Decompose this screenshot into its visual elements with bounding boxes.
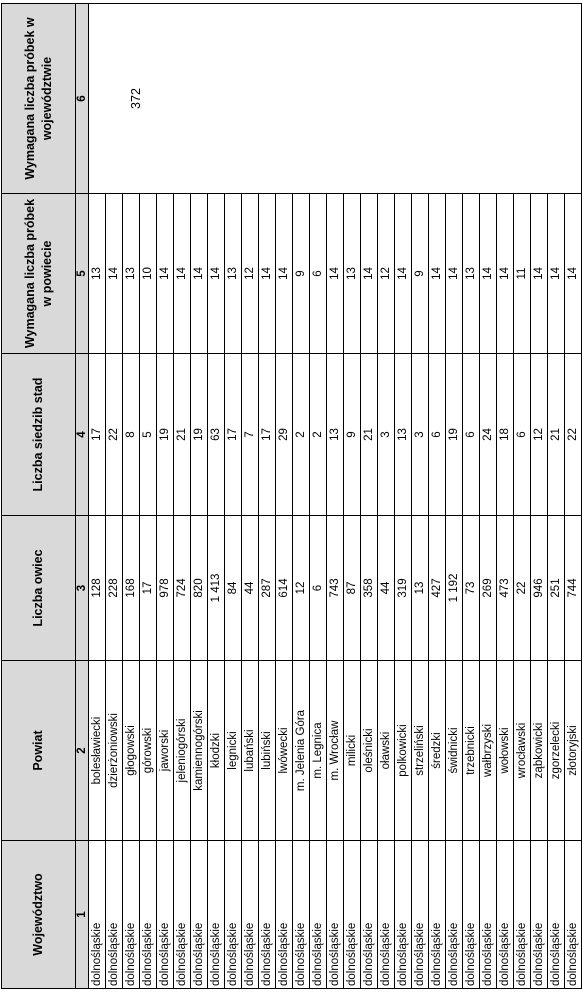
liczba-owiec-cell: 44 [242, 516, 259, 661]
probki-powiat-cell: 13 [463, 194, 480, 354]
powiat-cell: wałbrzyski [480, 661, 497, 841]
liczba-owiec-cell: 73 [463, 516, 480, 661]
wojewodztwo-cell: dolnośląskie [463, 841, 480, 989]
powiat-cell: wołowski [497, 661, 514, 841]
column-number-2: 2 [76, 661, 89, 841]
wojewodztwo-cell: dolnośląskie [106, 841, 123, 989]
liczba-siedzib-cell: 2 [310, 354, 327, 516]
header-liczba-siedzib-stad: Liczba siedzib stad [2, 354, 76, 516]
probki-powiat-cell: 13 [123, 194, 140, 354]
powiat-cell: lubiński [259, 661, 276, 841]
wojewodztwo-cell: dolnośląskie [344, 841, 361, 989]
probki-powiat-cell: 14 [429, 194, 446, 354]
wojewodztwo-cell: dolnośląskie [191, 841, 208, 989]
probki-powiat-cell: 14 [208, 194, 225, 354]
powiat-cell: jaworski [157, 661, 174, 841]
powiat-cell: kłodzki [208, 661, 225, 841]
liczba-owiec-cell: 168 [123, 516, 140, 661]
liczba-siedzib-cell: 13 [327, 354, 344, 516]
powiat-cell: m. Legnica [310, 661, 327, 841]
liczba-siedzib-cell: 24 [480, 354, 497, 516]
liczba-siedzib-cell: 17 [89, 354, 106, 516]
liczba-owiec-cell: 1 413 [208, 516, 225, 661]
liczba-siedzib-cell: 6 [463, 354, 480, 516]
powiat-cell: oławski [378, 661, 395, 841]
liczba-siedzib-cell: 21 [548, 354, 565, 516]
liczba-owiec-cell: 614 [276, 516, 293, 661]
wojewodztwo-cell: dolnośląskie [446, 841, 463, 989]
probki-powiat-cell: 14 [480, 194, 497, 354]
powiat-cell: m. Wrocław [327, 661, 344, 841]
liczba-siedzib-cell: 5 [140, 354, 157, 516]
powiat-cell: strzeliński [412, 661, 429, 841]
liczba-owiec-cell: 17 [140, 516, 157, 661]
liczba-siedzib-cell: 63 [208, 354, 225, 516]
probki-powiat-cell: 14 [395, 194, 412, 354]
liczba-owiec-cell: 946 [531, 516, 548, 661]
liczba-siedzib-cell: 18 [497, 354, 514, 516]
powiat-cell: świdnicki [446, 661, 463, 841]
probki-wojewodztwo-cell: 372 [89, 4, 582, 194]
liczba-owiec-cell: 6 [310, 516, 327, 661]
liczba-siedzib-cell: 13 [395, 354, 412, 516]
liczba-owiec-cell: 251 [548, 516, 565, 661]
powiat-cell: dzierżoniowski [106, 661, 123, 841]
liczba-siedzib-cell: 17 [225, 354, 242, 516]
liczba-owiec-cell: 128 [89, 516, 106, 661]
probki-powiat-cell: 12 [378, 194, 395, 354]
wojewodztwo-cell: dolnośląskie [429, 841, 446, 989]
probki-powiat-cell: 11 [514, 194, 531, 354]
liczba-owiec-cell: 427 [429, 516, 446, 661]
header-wojewodztwo: Województwo [2, 841, 76, 989]
header-probki-wojewodztwo: Wymagana liczba próbek w województwie [2, 4, 76, 194]
liczba-siedzib-cell: 21 [174, 354, 191, 516]
wojewodztwo-cell: dolnośląskie [514, 841, 531, 989]
liczba-owiec-cell: 84 [225, 516, 242, 661]
liczba-siedzib-cell: 29 [276, 354, 293, 516]
probki-powiat-cell: 9 [293, 194, 310, 354]
wojewodztwo-cell: dolnośląskie [548, 841, 565, 989]
table-body [89, 4, 582, 989]
powiat-cell: lwówecki [276, 661, 293, 841]
probki-powiat-cell: 6 [310, 194, 327, 354]
liczba-owiec-cell: 22 [514, 516, 531, 661]
powiat-cell: ząbkowicki [531, 661, 548, 841]
header-row [2, 4, 76, 989]
liczba-owiec-cell: 473 [497, 516, 514, 661]
probki-powiat-cell: 13 [225, 194, 242, 354]
wojewodztwo-cell: dolnośląskie [378, 841, 395, 989]
liczba-siedzib-cell: 8 [123, 354, 140, 516]
powiat-cell: lubański [242, 661, 259, 841]
liczba-siedzib-cell: 17 [259, 354, 276, 516]
table-row [89, 4, 106, 989]
wojewodztwo-cell: dolnośląskie [310, 841, 327, 989]
probki-powiat-cell: 14 [548, 194, 565, 354]
column-number-3: 3 [76, 516, 89, 661]
liczba-siedzib-cell: 3 [378, 354, 395, 516]
column-number-4: 4 [76, 354, 89, 516]
liczba-siedzib-cell: 6 [514, 354, 531, 516]
liczba-siedzib-cell: 3 [412, 354, 429, 516]
probki-powiat-cell: 13 [344, 194, 361, 354]
header-probki-powiat: Wymagana liczba próbek w powiecie [2, 194, 76, 354]
probki-powiat-cell: 14 [446, 194, 463, 354]
wojewodztwo-cell: dolnośląskie [140, 841, 157, 989]
probki-powiat-cell: 12 [242, 194, 259, 354]
wojewodztwo-cell: dolnośląskie [480, 841, 497, 989]
column-number-row [76, 4, 89, 989]
powiat-cell: oleśnicki [361, 661, 378, 841]
wojewodztwo-cell: dolnośląskie [89, 841, 106, 989]
probki-powiat-cell: 14 [565, 194, 582, 354]
wojewodztwo-cell: dolnośląskie [242, 841, 259, 989]
liczba-siedzib-cell: 22 [106, 354, 123, 516]
wojewodztwo-cell: dolnośląskie [157, 841, 174, 989]
powiat-cell: górowski [140, 661, 157, 841]
probki-powiat-cell: 14 [497, 194, 514, 354]
probki-powiat-cell: 14 [191, 194, 208, 354]
powiat-cell: legnicki [225, 661, 242, 841]
column-number-6: 6 [76, 4, 89, 194]
liczba-siedzib-cell: 21 [361, 354, 378, 516]
powiat-cell: wrocławski [514, 661, 531, 841]
liczba-owiec-cell: 228 [106, 516, 123, 661]
powiat-cell: głogowski [123, 661, 140, 841]
powiat-cell: średzki [429, 661, 446, 841]
column-number-5: 5 [76, 194, 89, 354]
wojewodztwo-cell: dolnośląskie [259, 841, 276, 989]
liczba-siedzib-cell: 19 [446, 354, 463, 516]
liczba-siedzib-cell: 7 [242, 354, 259, 516]
liczba-owiec-cell: 724 [174, 516, 191, 661]
column-number-1: 1 [76, 841, 89, 989]
header-powiat: Powiat [2, 661, 76, 841]
header-liczba-owiec: Liczba owiec [2, 516, 76, 661]
wojewodztwo-cell: dolnośląskie [395, 841, 412, 989]
liczba-siedzib-cell: 2 [293, 354, 310, 516]
wojewodztwo-cell: dolnośląskie [531, 841, 548, 989]
liczba-owiec-cell: 744 [565, 516, 582, 661]
probki-powiat-cell: 14 [259, 194, 276, 354]
wojewodztwo-cell: dolnośląskie [276, 841, 293, 989]
probki-powiat-cell: 14 [157, 194, 174, 354]
liczba-siedzib-cell: 9 [344, 354, 361, 516]
liczba-siedzib-cell: 19 [157, 354, 174, 516]
wojewodztwo-cell: dolnośląskie [225, 841, 242, 989]
wojewodztwo-cell: dolnośląskie [497, 841, 514, 989]
powiat-cell: bolesławiecki [89, 661, 106, 841]
liczba-owiec-cell: 269 [480, 516, 497, 661]
liczba-owiec-cell: 13 [412, 516, 429, 661]
wojewodztwo-cell: dolnośląskie [361, 841, 378, 989]
probki-powiat-cell: 14 [361, 194, 378, 354]
probki-powiat-cell: 14 [106, 194, 123, 354]
powiat-cell: m. Jelenia Góra [293, 661, 310, 841]
sheep-sampling-table [1, 3, 582, 989]
probki-powiat-cell: 14 [531, 194, 548, 354]
liczba-owiec-cell: 44 [378, 516, 395, 661]
wojewodztwo-cell: dolnośląskie [412, 841, 429, 989]
wojewodztwo-cell: dolnośląskie [327, 841, 344, 989]
powiat-cell: polkowicki [395, 661, 412, 841]
liczba-owiec-cell: 287 [259, 516, 276, 661]
liczba-siedzib-cell: 22 [565, 354, 582, 516]
liczba-owiec-cell: 319 [395, 516, 412, 661]
probki-powiat-cell: 14 [174, 194, 191, 354]
probki-powiat-cell: 10 [140, 194, 157, 354]
liczba-owiec-cell: 1 192 [446, 516, 463, 661]
liczba-owiec-cell: 358 [361, 516, 378, 661]
probki-powiat-cell: 9 [412, 194, 429, 354]
wojewodztwo-cell: dolnośląskie [293, 841, 310, 989]
liczba-owiec-cell: 820 [191, 516, 208, 661]
probki-powiat-cell: 13 [89, 194, 106, 354]
liczba-owiec-cell: 978 [157, 516, 174, 661]
probki-powiat-cell: 14 [327, 194, 344, 354]
probki-powiat-cell: 14 [276, 194, 293, 354]
powiat-cell: zgorzelecki [548, 661, 565, 841]
liczba-owiec-cell: 12 [293, 516, 310, 661]
liczba-owiec-cell: 87 [344, 516, 361, 661]
powiat-cell: milicki [344, 661, 361, 841]
wojewodztwo-cell: dolnośląskie [123, 841, 140, 989]
powiat-cell: trzebnicki [463, 661, 480, 841]
powiat-cell: jeleniogórski [174, 661, 191, 841]
powiat-cell: złotoryjski [565, 661, 582, 841]
wojewodztwo-cell: dolnośląskie [565, 841, 582, 989]
liczba-siedzib-cell: 12 [531, 354, 548, 516]
liczba-owiec-cell: 743 [327, 516, 344, 661]
liczba-siedzib-cell: 6 [429, 354, 446, 516]
wojewodztwo-cell: dolnośląskie [174, 841, 191, 989]
wojewodztwo-cell: dolnośląskie [208, 841, 225, 989]
powiat-cell: kamiennogórski [191, 661, 208, 841]
liczba-siedzib-cell: 19 [191, 354, 208, 516]
